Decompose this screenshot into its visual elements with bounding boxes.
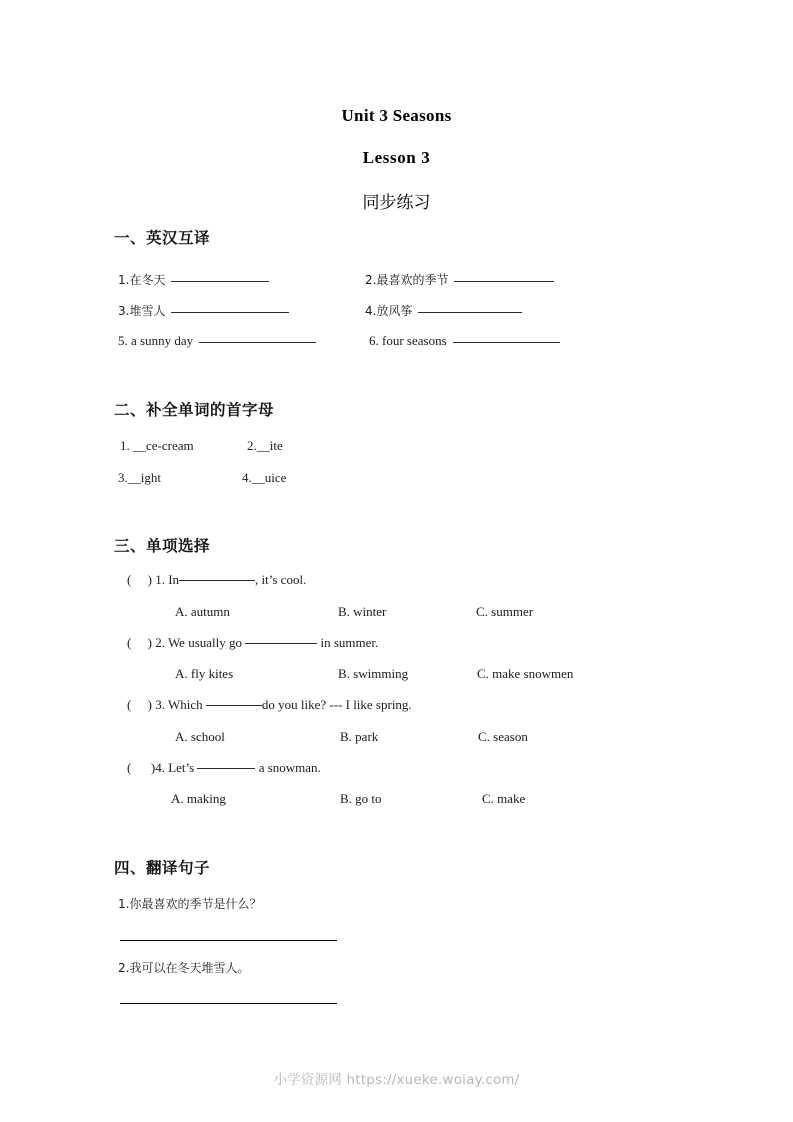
choice-option[interactable]: [477, 666, 573, 682]
choice-question: [127, 572, 306, 588]
word-item[interactable]: [118, 470, 161, 486]
choice-option[interactable]: [476, 604, 533, 620]
section-heading-complete-initial-letter: 二、补全单词的首字母: [114, 401, 275, 419]
word-item[interactable]: [120, 438, 194, 454]
choice-question-stem: Let’s: [168, 760, 195, 775]
choice-option-text: fly kites: [190, 666, 234, 681]
choice-option-key: A.: [175, 604, 188, 619]
choice-question-blank[interactable]: [197, 768, 255, 769]
fill-item-label: 2.最喜欢的季节: [365, 273, 449, 287]
choice-option[interactable]: [478, 729, 528, 745]
word-item-number: 4.: [242, 470, 252, 485]
choice-question-stem-tail: a snowman.: [258, 760, 321, 775]
page-subtitle: 同步练习: [362, 193, 431, 213]
translate-sentence: 1.你最喜欢的季节是什么？: [118, 897, 262, 911]
fill-item-label: 1.在冬天: [118, 273, 166, 287]
choice-option-text: school: [190, 729, 225, 744]
choice-option-text: making: [186, 791, 226, 806]
word-item-text: __ite: [256, 438, 283, 453]
word-item-text: __ce-cream: [133, 438, 194, 453]
choice-option[interactable]: [482, 791, 525, 807]
choice-question: [127, 760, 321, 776]
choice-question-stem: We usually go: [167, 635, 243, 650]
choice-question-stem: Which: [167, 697, 203, 712]
answer-bracket[interactable]: ( ): [127, 697, 152, 712]
choice-option[interactable]: [340, 729, 378, 745]
fill-item: [365, 271, 554, 288]
choice-question: [127, 635, 378, 651]
fill-item-label: 4.放风筝: [365, 304, 413, 318]
fill-item: [118, 302, 289, 319]
choice-question: [127, 697, 412, 713]
site-watermark: 小学资源网 https://xueke.woiay.com/: [273, 1072, 520, 1088]
section-heading-translate-sentences: 四、翻译句子: [114, 859, 211, 877]
fill-item-label: 3.堆雪人: [118, 304, 166, 318]
translate-answer-line[interactable]: [120, 940, 337, 941]
choice-option[interactable]: [175, 666, 233, 682]
choice-option[interactable]: [338, 666, 408, 682]
choice-option[interactable]: [175, 604, 230, 620]
choice-question-blank[interactable]: [179, 580, 255, 581]
translate-sentence: 2.我可以在冬天堆雪人。: [118, 961, 250, 975]
choice-question-number: 3.: [155, 697, 165, 712]
choice-option[interactable]: [340, 791, 382, 807]
page-title-unit: Unit 3 Seasons: [341, 106, 452, 125]
choice-option-key: C.: [482, 791, 494, 806]
answer-bracket[interactable]: ( ): [127, 760, 156, 775]
fill-item-blank[interactable]: [171, 281, 269, 282]
fill-item-blank[interactable]: [454, 281, 554, 282]
choice-question-stem-tail: do you like? --- I like spring.: [261, 697, 412, 712]
choice-option-key: C.: [477, 666, 489, 681]
choice-question-stem-tail: in summer.: [320, 635, 379, 650]
word-item-number: 1.: [120, 438, 130, 453]
choice-option-key: B.: [340, 791, 352, 806]
fill-item-label: 5. a sunny day: [118, 333, 194, 348]
fill-item-blank[interactable]: [418, 312, 522, 313]
fill-item-label: 6. four seasons: [369, 333, 447, 348]
page-title-lesson: Lesson 3: [362, 148, 431, 167]
section-heading-multiple-choice: 三、单项选择: [114, 537, 211, 555]
choice-option-key: C.: [478, 729, 490, 744]
choice-option-text: make snowmen: [492, 666, 574, 681]
fill-item-blank[interactable]: [453, 342, 560, 343]
fill-item-blank[interactable]: [171, 312, 289, 313]
choice-option-key: A.: [171, 791, 184, 806]
choice-option-text: season: [493, 729, 528, 744]
choice-option-text: make: [497, 791, 526, 806]
choice-option-text: swimming: [353, 666, 409, 681]
choice-option-text: summer: [491, 604, 534, 619]
fill-item: [118, 333, 316, 349]
choice-option[interactable]: [171, 791, 226, 807]
answer-bracket[interactable]: ( ): [127, 635, 152, 650]
choice-option-key: B.: [338, 604, 350, 619]
choice-question-number: 2.: [155, 635, 165, 650]
choice-question-stem-tail: , it’s cool.: [255, 572, 307, 587]
word-item-text: __ight: [127, 470, 161, 485]
choice-option-text: go to: [355, 791, 382, 806]
choice-option-text: winter: [353, 604, 387, 619]
section-heading-translation-pairs: 一、英汉互译: [114, 229, 211, 247]
choice-question-stem: In: [168, 572, 180, 587]
choice-option-text: autumn: [190, 604, 230, 619]
word-item[interactable]: [247, 438, 283, 454]
fill-item: [118, 271, 269, 288]
fill-item: [365, 302, 522, 319]
word-item-text: __uice: [251, 470, 287, 485]
choice-option-key: A.: [175, 729, 188, 744]
choice-option[interactable]: [175, 729, 225, 745]
choice-question-blank[interactable]: [245, 643, 317, 644]
translate-answer-line[interactable]: [120, 1003, 337, 1004]
choice-option[interactable]: [338, 604, 386, 620]
choice-option-key: B.: [338, 666, 350, 681]
choice-question-number: 4.: [155, 760, 165, 775]
choice-option-key: A.: [175, 666, 188, 681]
word-item-number: 2.: [247, 438, 257, 453]
choice-question-blank[interactable]: [206, 705, 262, 706]
fill-item: [369, 333, 560, 349]
fill-item-blank[interactable]: [199, 342, 316, 343]
choice-option-text: park: [355, 729, 379, 744]
answer-bracket[interactable]: ( ): [127, 572, 152, 587]
choice-option-key: C.: [476, 604, 488, 619]
choice-question-number: 1.: [155, 572, 165, 587]
word-item-number: 3.: [118, 470, 128, 485]
word-item[interactable]: [242, 470, 286, 486]
choice-option-key: B.: [340, 729, 352, 744]
